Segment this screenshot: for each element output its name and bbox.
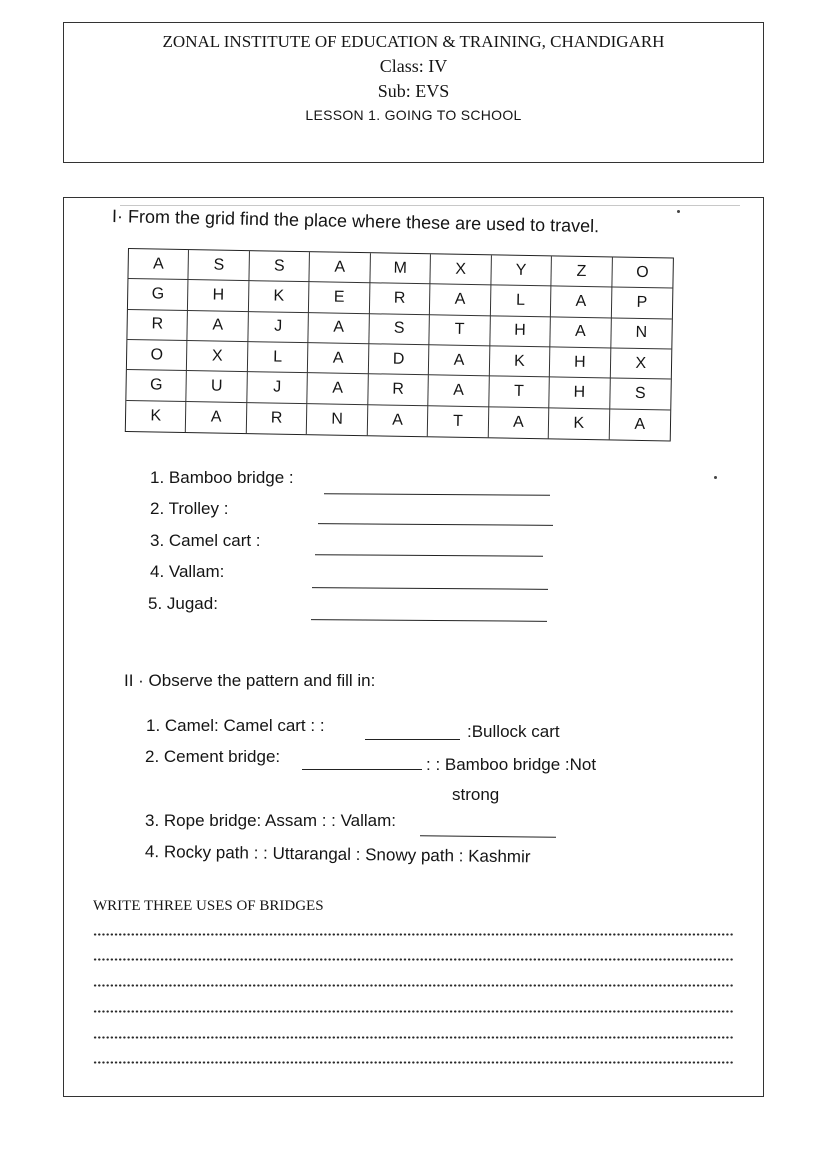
match-item-5: 5. Jugad:	[148, 594, 218, 613]
grid-cell: O	[612, 257, 673, 288]
grid-cell: U	[187, 371, 248, 402]
writing-line-3[interactable]	[93, 984, 733, 987]
grid-cell: Y	[491, 255, 552, 286]
header-box	[63, 22, 764, 163]
grid-cell: A	[634, 415, 646, 433]
writing-line-1[interactable]	[93, 933, 733, 936]
grid-cell: K	[489, 346, 550, 377]
pattern-blank-1[interactable]	[365, 739, 460, 740]
grid-cell: K	[126, 401, 187, 432]
section2-heading: II · Observe the pattern and fill in:	[124, 671, 376, 690]
grid-cell: A	[308, 343, 369, 374]
grid-cell: A	[188, 311, 249, 342]
pattern-q2-left: 2. Cement bridge:	[145, 747, 281, 766]
grid-cell: K	[549, 408, 610, 439]
grid-cell: L	[248, 342, 309, 373]
writing-line-4[interactable]	[93, 1010, 733, 1013]
institute-name: ZONAL INSTITUTE OF EDUCATION & TRAINING, CHANDIGARH	[162, 32, 665, 51]
grid-cell: N	[611, 318, 672, 349]
lesson-title: LESSON 1. GOING TO SCHOOL	[305, 107, 522, 123]
scan-dot	[714, 476, 717, 479]
grid-cell: A	[186, 402, 247, 433]
grid-cell: L	[491, 286, 552, 317]
grid-cell: H	[188, 280, 249, 311]
grid-cell: S	[189, 250, 250, 281]
grid-cell: A	[308, 373, 369, 404]
grid-cell: R	[247, 403, 308, 434]
grid-cell: H	[490, 316, 551, 347]
grid-cell: E	[309, 283, 370, 314]
grid-cell: D	[369, 344, 430, 375]
bridges-uses-title: WRITE THREE USES OF BRIDGES	[93, 898, 324, 914]
grid-cell: A	[551, 287, 612, 318]
grid-cell: X	[610, 348, 671, 379]
grid-cell: Z	[551, 256, 612, 287]
grid-cell: J	[247, 372, 308, 403]
grid-cell: N	[307, 404, 368, 435]
pattern-q1-right: :Bullock cart	[467, 722, 560, 741]
grid-cell: O	[127, 340, 188, 371]
grid-cell: A	[430, 285, 491, 316]
grid-cell: T	[489, 377, 550, 408]
pattern-q2-continued: strong	[452, 785, 500, 804]
grid-cell: P	[611, 288, 672, 319]
grid-cell: M	[370, 253, 431, 284]
grid-cell: R	[370, 284, 431, 315]
grid-cell: K	[249, 281, 310, 312]
pattern-q3: 3. Rope bridge: Assam : : Vallam:	[145, 811, 397, 830]
class-label: Class: IV	[379, 56, 448, 76]
match-item-3: 3. Camel cart :	[150, 531, 261, 550]
grid-cell: A	[309, 313, 370, 344]
scan-artifact-line	[120, 205, 740, 206]
writing-line-5[interactable]	[93, 1036, 733, 1039]
grid-cell: R	[368, 375, 429, 406]
word-search-grid	[125, 248, 674, 442]
grid-cell: H	[550, 347, 611, 378]
grid-cell: R	[127, 310, 188, 341]
subject-label: Sub: EVS	[377, 81, 450, 101]
writing-line-6[interactable]	[93, 1061, 733, 1064]
grid-cell: S	[369, 314, 430, 345]
grid-cell: T	[430, 315, 491, 346]
grid-cell: A	[368, 405, 429, 436]
pattern-q4: 4. Rocky path : : Uttarangal : Snowy path : Kashmir	[144, 842, 531, 867]
grid-cell: S	[249, 251, 310, 282]
grid-cell: A	[550, 317, 611, 348]
grid-cell: A	[488, 407, 549, 438]
grid-cell: T	[428, 406, 489, 437]
grid-cell: S	[610, 379, 671, 410]
grid-cell: A	[128, 249, 189, 280]
grid-cell: H	[549, 378, 610, 409]
grid-cell: A	[429, 345, 490, 376]
match-item-1: 1. Bamboo bridge :	[150, 468, 294, 487]
grid-cell: A	[429, 376, 490, 407]
pattern-blank-2[interactable]	[302, 769, 422, 770]
scan-dot	[677, 210, 680, 213]
grid-cell: X	[187, 341, 248, 372]
grid-cell: G	[128, 279, 189, 310]
grid-cell: A	[310, 252, 371, 283]
section1-heading: I· From the grid find the place where these are used to travel.	[111, 206, 600, 237]
match-item-2: 2. Trolley :	[150, 499, 229, 518]
grid-cell: X	[431, 254, 492, 285]
match-item-4: 4. Vallam:	[150, 562, 225, 581]
writing-line-2[interactable]	[93, 958, 733, 961]
pattern-q1-left: 1. Camel: Camel cart : :	[146, 716, 325, 735]
grid-cell: J	[248, 312, 309, 343]
pattern-q2-right: : : Bamboo bridge :Not	[426, 755, 597, 774]
grid-cell: G	[126, 370, 187, 401]
